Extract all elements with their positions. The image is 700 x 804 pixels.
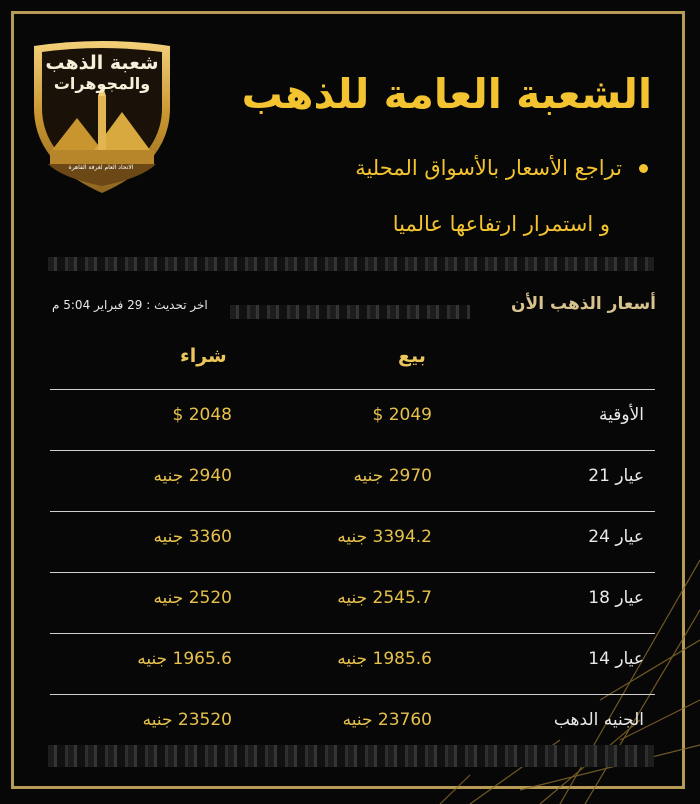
row-sell: 2970 جنيه (353, 466, 432, 486)
row-sell: 2545.7 جنيه (337, 588, 432, 608)
column-header-sell: بيع (398, 345, 426, 367)
decorative-strip-mid (230, 305, 470, 319)
table-divider (50, 511, 655, 512)
logo-caption: الاتحاد العام لغرفة القاهرة (68, 164, 134, 171)
table-divider (50, 450, 655, 451)
last-update: اخر تحديث : 29 فبراير 5:04 م (52, 298, 208, 312)
row-buy: 23520 جنيه (142, 710, 232, 730)
table-divider (50, 572, 655, 573)
bullet-dot-icon (639, 164, 648, 173)
row-label: عيار 18 (588, 588, 644, 608)
headline-line2: و استمرار ارتفاعها عالميا (392, 212, 610, 236)
headline-line1: تراجع الأسعار بالأسواق المحلية (355, 156, 622, 180)
decorative-strip-bottom (48, 745, 654, 767)
row-label: عيار 24 (588, 527, 644, 547)
table-title: أسعار الذهب الأن (511, 294, 656, 314)
row-label: عيار 14 (588, 649, 644, 669)
logo-line2: والمجوهرات (53, 74, 151, 93)
row-buy: 1965.6 جنيه (137, 649, 232, 669)
row-label: عيار 21 (588, 466, 644, 486)
page-title: الشعبة العامة للذهب (241, 70, 652, 118)
row-buy: 2520 جنيه (153, 588, 232, 608)
column-header-buy: شراء (180, 345, 227, 367)
table-divider (50, 389, 655, 390)
row-sell: 1985.6 جنيه (337, 649, 432, 669)
row-sell: 3394.2 جنيه (337, 527, 432, 547)
table-divider (50, 633, 655, 634)
decorative-strip-top (48, 257, 654, 271)
table-divider (50, 694, 655, 695)
logo-text (22, 52, 182, 94)
row-buy: 2940 جنيه (153, 466, 232, 486)
row-sell: 23760 جنيه (342, 710, 432, 730)
row-label: الأوقية (599, 405, 644, 425)
row-sell: 2049 $ (372, 405, 432, 425)
row-buy: 2048 $ (172, 405, 232, 425)
row-buy: 3360 جنيه (153, 527, 232, 547)
logo-line1: شعبة الذهب (45, 52, 159, 74)
row-label: الجنيه الدهب (553, 710, 644, 730)
